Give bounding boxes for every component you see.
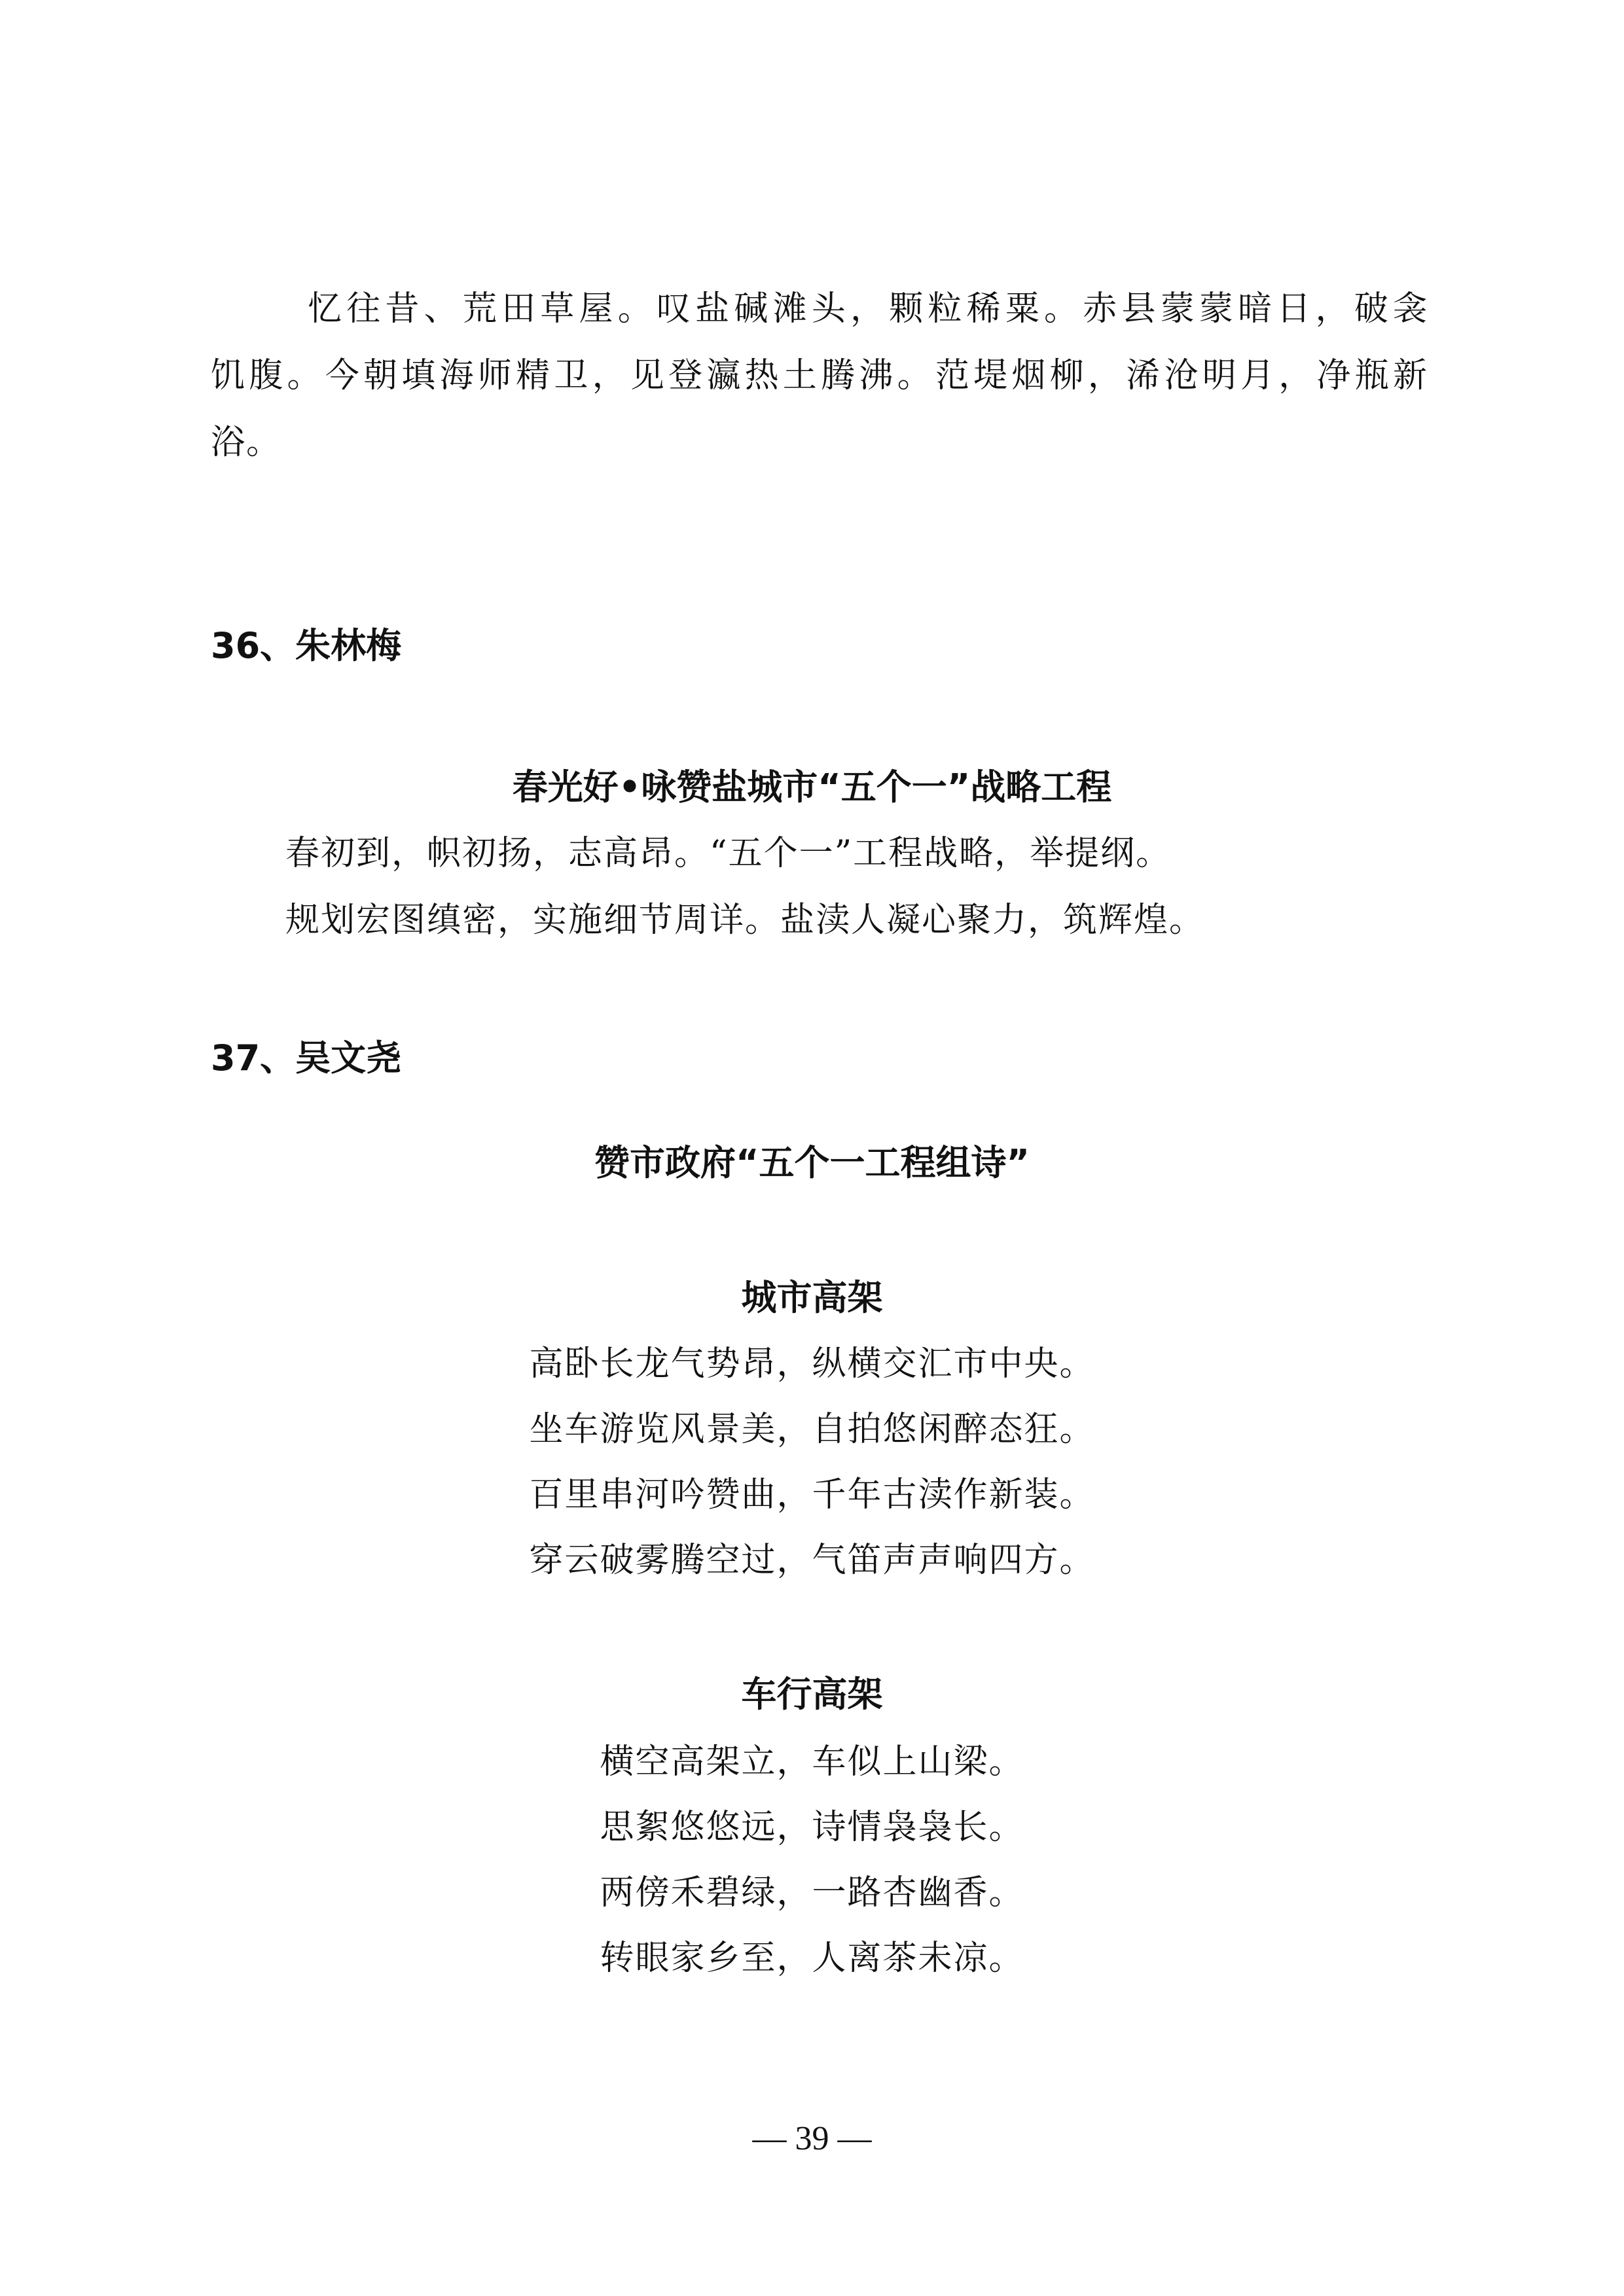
poem-2-line-4: 转眼家乡至，人离茶未凉。 xyxy=(600,1939,1024,1978)
intro-paragraph-line-2: 饥腹。今朝填海师精卫，见登瀛热土腾沸。范堤烟柳，浠沧明月，净瓶新 xyxy=(211,356,1428,395)
poem-2-line-1: 横空高架立，车似上山梁。 xyxy=(600,1742,1024,1782)
poem-1-line-3: 百里串河吟赞曲，千年古渎作新装。 xyxy=(529,1475,1095,1515)
poem-2-line-3: 两傍禾碧绿，一路杏幽香。 xyxy=(600,1873,1024,1912)
entry-37-title: 赞市政府“五个一工程组诗” xyxy=(594,1142,1030,1183)
poem-2-line-2: 思絮悠悠远，诗情袅袅长。 xyxy=(600,1808,1024,1847)
poem-1-title: 城市高架 xyxy=(741,1277,883,1318)
intro-paragraph-line-3: 浴。 xyxy=(211,423,282,462)
poem-1-line-1: 高卧长龙气势昂，纵横交汇市中央。 xyxy=(529,1344,1095,1384)
intro-paragraph-line-1: 忆往昔、荒田草屋。叹盐碱滩头，颗粒稀粟。赤县蒙蒙暗日，破衾 xyxy=(308,289,1428,329)
entry-36-line-2: 规划宏图缜密，实施细节周详。盐渎人凝心聚力，筑辉煌。 xyxy=(285,901,1205,940)
poem-2-title: 车行高架 xyxy=(741,1674,883,1715)
entry-36-title: 春光好•咏赞盐城市“五个一”战略工程 xyxy=(512,766,1112,808)
entry-36-line-1: 春初到，帜初扬，志高昂。“五个一”工程战略，举提纲。 xyxy=(285,834,1172,873)
entry-36-heading: 36、朱林梅 xyxy=(211,625,402,666)
page-number: — 39 — xyxy=(752,2120,872,2157)
entry-37-heading: 37、吴文尧 xyxy=(211,1037,402,1079)
poem-1-line-2: 坐车游览风景美，自拍悠闲醉态狂。 xyxy=(529,1410,1095,1449)
poem-1-line-4: 穿云破雾腾空过，气笛声声响四方。 xyxy=(529,1541,1095,1580)
